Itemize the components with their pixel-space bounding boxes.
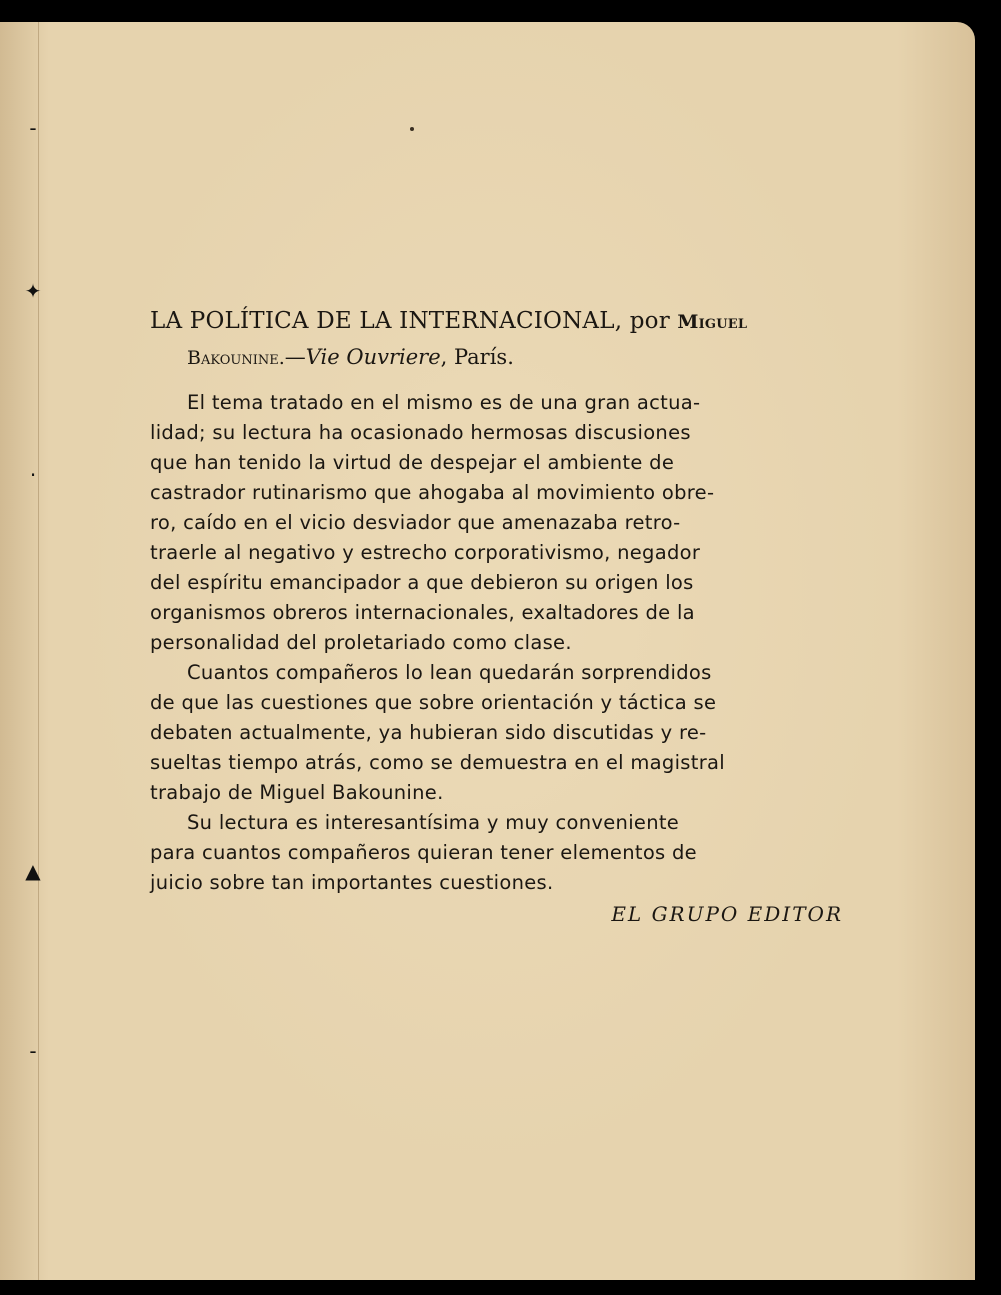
binding-stitch-mark: ‑ — [29, 1039, 37, 1063]
binding-gutter — [0, 22, 39, 1280]
text-line: juicio sobre tan importantes cuestiones. — [150, 871, 554, 894]
book-source-line — [187, 343, 845, 372]
text-line: ro, caído en el vicio desviador que amenazaba retro- — [150, 511, 681, 534]
book-title-line — [150, 307, 845, 337]
text-line: sueltas tiempo atrás, como se demuestra en el magistral — [150, 751, 725, 774]
text-line: que han tenido la virtud de despejar el ambiente de — [150, 451, 675, 474]
author-last-name: Bakounine. — [187, 347, 285, 369]
text-line: organismos obreros internacionales, exaltadores de la — [150, 601, 695, 624]
text-line: trabajo de Miguel Bakounine. — [150, 781, 444, 804]
text-line: castrador rutinarismo que ahogaba al movimiento obre- — [150, 481, 715, 504]
paper-speck — [410, 127, 414, 131]
binding-stitch-mark: ‑ — [29, 116, 37, 140]
text-line: traerle al negativo y estrecho corporativismo, negador — [150, 541, 701, 564]
text-line: del espíritu emancipador a que debieron su origen los — [150, 571, 694, 594]
paragraph-3 — [150, 808, 845, 898]
binding-stitch-mark: · — [29, 463, 37, 487]
publication-city: , París. — [440, 345, 514, 369]
text-line: lidad; su lectura ha ocasionado hermosas discusiones — [150, 421, 691, 444]
text-line: de que las cuestiones que sobre orientación y táctica se — [150, 691, 717, 714]
paragraph-1 — [150, 388, 845, 658]
text-line: para cuantos compañeros quieran tener elementos de — [150, 841, 697, 864]
announcement-text — [150, 307, 845, 926]
text-line: Su lectura es interesantísima y muy conveniente — [187, 811, 680, 834]
publication-name: Vie Ouvriere — [305, 345, 441, 369]
book-page — [0, 22, 975, 1280]
dash: — — [284, 345, 306, 369]
author-first-name: Miguel — [677, 311, 748, 333]
book-title: LA POLÍTICA DE LA INTERNACIONAL, por — [150, 308, 678, 334]
text-line: personalidad del proletariado como clase. — [150, 631, 572, 654]
text-line: debaten actualmente, ya hubieran sido discutidas y re- — [150, 721, 707, 744]
text-line: El tema tratado en el mismo es de una gran actua- — [187, 391, 701, 414]
binding-stitch-mark: ✦ — [24, 279, 42, 303]
binding-stitch-mark: ▲ — [25, 859, 41, 883]
paragraph-2 — [150, 658, 845, 808]
publisher-signature: EL GRUPO EDITOR — [611, 902, 843, 926]
text-line: Cuantos compañeros lo lean quedarán sorprendidos — [187, 661, 712, 684]
